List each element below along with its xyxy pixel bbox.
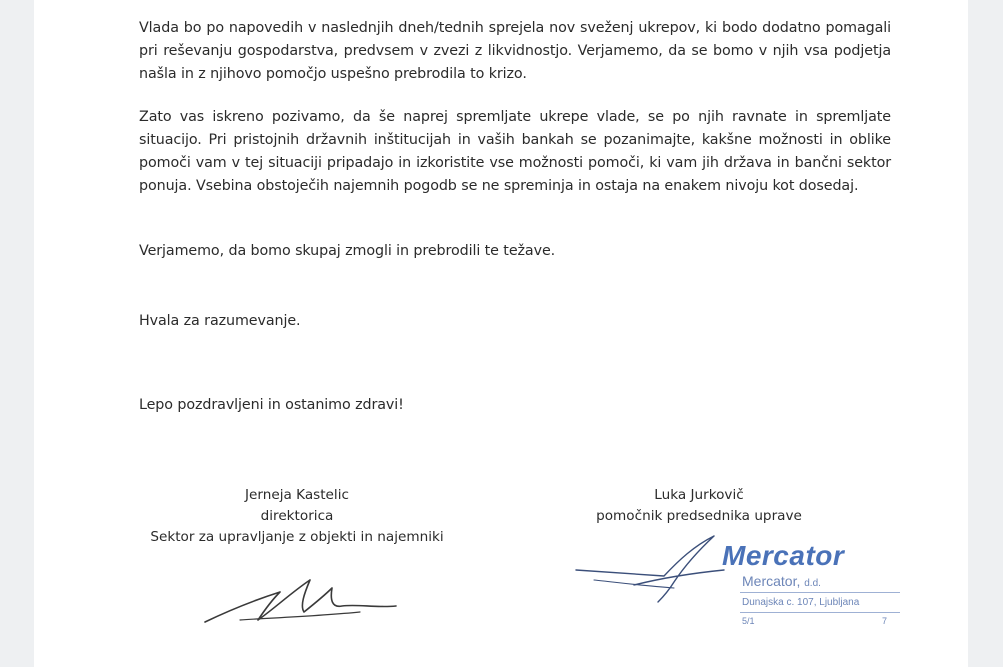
paragraph-government-measures: Vlada bo po napovedih v naslednjih dneh/tednih sprejela nov sveženj ukrepov, ki bodo dodatno pomagali pri reševanju gospodarstva, predvsem v zvezi z likvidnostjo. Verjamemo, da se bomo v njih vsa podjetja našla in z njihovo pomočjo uspešno prebrodila to krizo. [139,20,891,82]
signatory-department-left: Sektor za upravljanje z objekti in najemniki [150,529,444,545]
stamp-mark: 7 [882,616,888,626]
stamp-company [742,573,821,589]
stamp-rule-bottom [740,612,900,613]
stamp-rule-top [740,592,900,593]
stamp-logo: Mercator [722,540,845,571]
signature-block-right [554,485,844,527]
signatory-role-right: pomočnik predsednika uprave [596,508,802,524]
company-stamp [702,540,902,635]
letter-page [34,0,968,667]
stamp-company-suffix: d.d. [804,578,821,589]
signatory-name-right: Luka Jurkovič [654,487,744,503]
paragraph-invitation: Zato vas iskreno pozivamo, da še naprej spremljate ukrepe vlade, se po njih ravnate in spremljate situacijo. Pri pristojnih državnih inštitucijah in vaših bankah se pozanimajte, kakšne možnosti in oblike pomoči vam v tej situaciji pripadajo in izkoristite vse možnosti pomoči, ki vam jih država in bančni sektor ponuja. Vsebina obstoječih najemnih pogodb se ne spreminja in ostaja na enakem nivoju kot dosedaj. [139,109,891,194]
signatory-name-left: Jerneja Kastelic [245,487,349,503]
stamp-company-name: Mercator, [742,573,801,589]
signatory-role-left: direktorica [260,508,334,524]
stamp-number: 5/1 [742,616,755,626]
handwritten-signature-left [200,570,400,630]
paragraph-greeting: Lepo pozdravljeni in ostanimo zdravi! [139,397,404,413]
signature-block-left [132,485,462,548]
paragraph-belief: Verjamemo, da bomo skupaj zmogli in prebrodili te težave. [139,243,556,259]
stamp-address: Dunajska c. 107, Ljubljana [742,597,860,608]
paragraph-thanks: Hvala za razumevanje. [139,313,301,329]
